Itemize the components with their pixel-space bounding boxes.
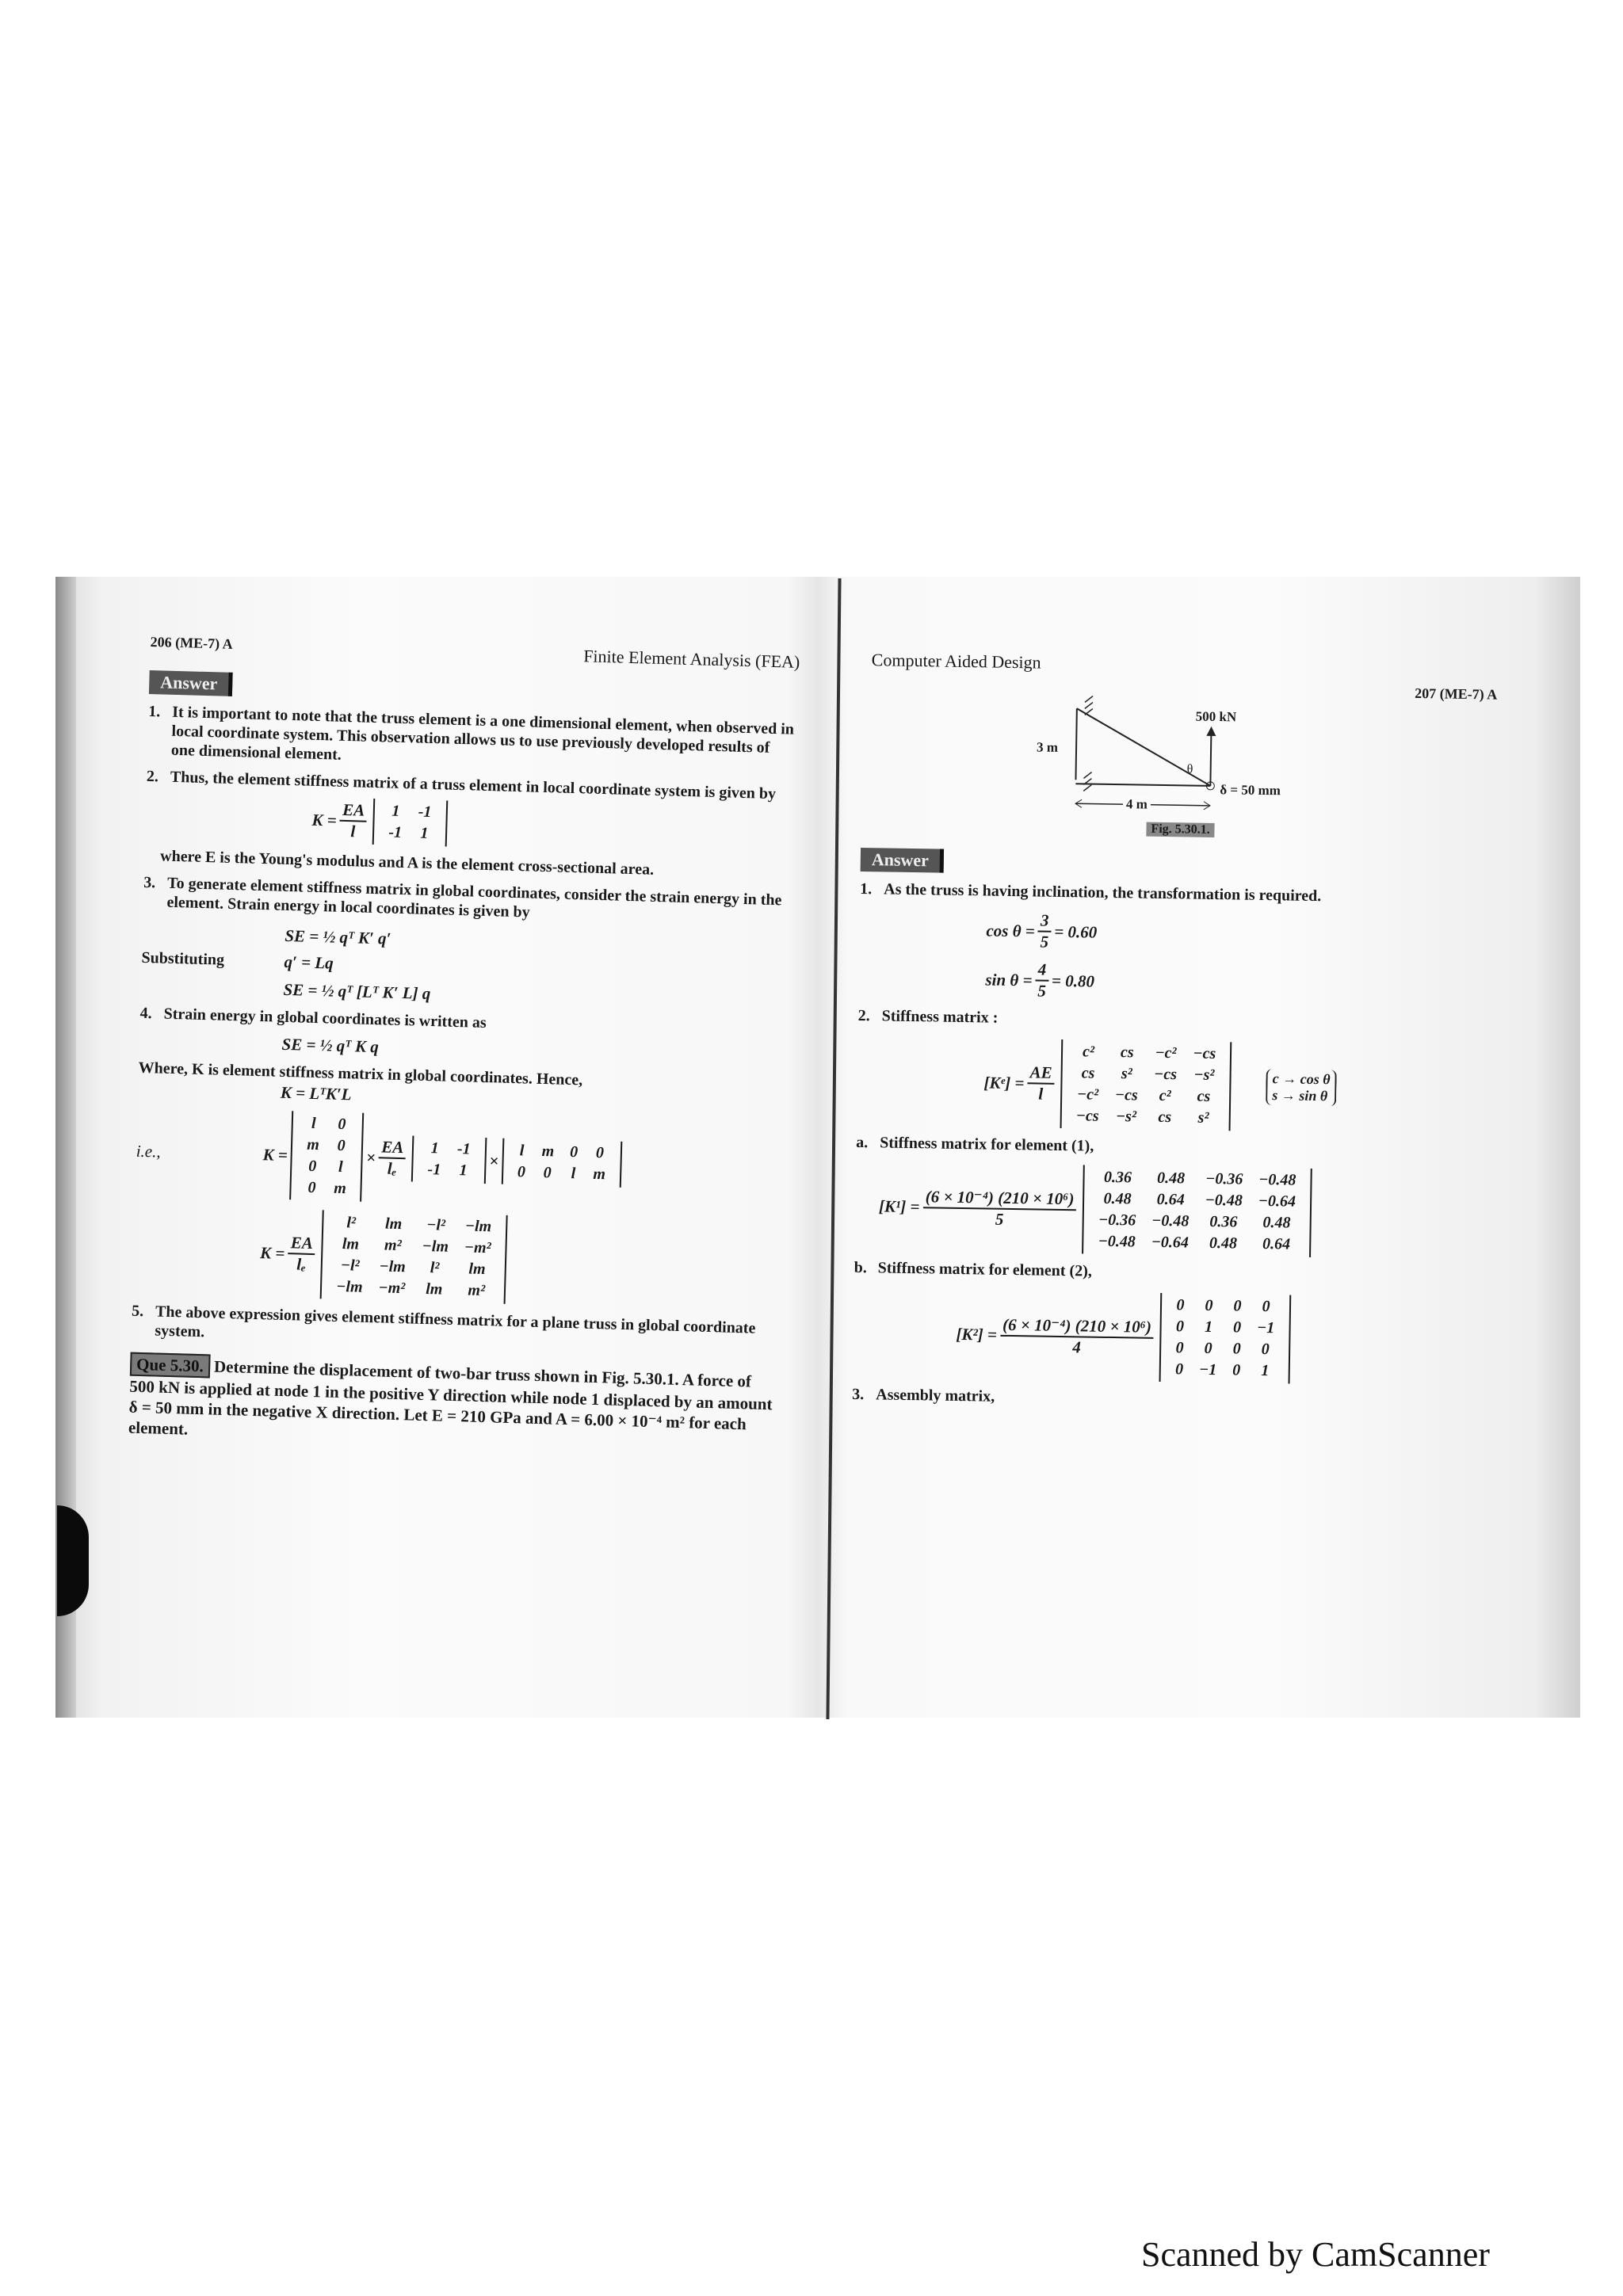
matrix-cell: 0 — [543, 1164, 552, 1182]
strain-energy-local: SE = ½ qᵀ K′ q′ — [285, 925, 391, 948]
k2-matrix — [1159, 1293, 1291, 1384]
matrix-cell: −c² — [1076, 1085, 1099, 1104]
matrix-cell: lm — [342, 1235, 360, 1253]
load-arrow-head — [1206, 727, 1216, 736]
matrix-cell: −m² — [378, 1279, 406, 1298]
matrix-cell: l² — [430, 1259, 440, 1277]
list-item: where E is the Young's modulus and A is the element cross-sectional area. — [159, 847, 655, 879]
matrix-cell: 1 — [1261, 1361, 1270, 1380]
matrix-cell: −lm — [336, 1277, 363, 1296]
matrix-cell: −cs — [1075, 1107, 1099, 1125]
matrix-cell: −s² — [1193, 1066, 1215, 1085]
matrix-cell: l — [338, 1158, 343, 1177]
matrix-cell: c² — [1082, 1043, 1095, 1061]
matrix-cell: s² — [1121, 1065, 1132, 1083]
matrix-cell: −m² — [464, 1238, 491, 1257]
matrix-cell: 0.48 — [1262, 1213, 1291, 1232]
matrix-cell: −1 — [1198, 1360, 1217, 1379]
cos-equation: cos θ = $\frac{3}{5}$ = 0.60 — [986, 910, 1098, 952]
matrix-cell: 0 — [1232, 1340, 1241, 1358]
matrix-cell: 0 — [1175, 1318, 1185, 1336]
ea-over-l: $\frac{EA}{l}$ — [339, 800, 367, 842]
left-page — [128, 634, 800, 1456]
matrix-cell: l — [311, 1114, 316, 1133]
matrix-cell: −0.48 — [1258, 1170, 1296, 1189]
matrix-cell: 0 — [1261, 1340, 1270, 1359]
substituting-row: Substituting q′ = Lq — [141, 948, 334, 973]
k-local-matrix-2 — [411, 1135, 487, 1184]
l-matrix — [501, 1138, 622, 1188]
support-bottom — [1083, 772, 1091, 791]
list-item: 1. It is important to note that the truss element is a one dimensional element, when observed in local coordinate system. This observation allows us to use previously developed results of one dimensional element. — [147, 702, 795, 764]
answer-label: Answer — [149, 670, 233, 696]
matrix-cell: 1 — [1204, 1318, 1213, 1337]
camscanner-watermark: Scanned by CamScanner — [1141, 2235, 1490, 2274]
matrix-cell: m² — [468, 1281, 486, 1300]
matrix-cell: 1 — [420, 824, 429, 842]
matrix-cell: 0.36 — [1209, 1212, 1238, 1231]
matrix-cell: l — [519, 1142, 525, 1160]
matrix-cell: cs — [1158, 1108, 1172, 1127]
matrix-cell: 0.64 — [1262, 1234, 1291, 1253]
matrix-cell: -1 — [427, 1161, 441, 1179]
matrix-cell: 0 — [595, 1143, 605, 1162]
matrix-cell: 0 — [307, 1178, 316, 1197]
matrix-cell: −lm — [379, 1257, 407, 1276]
matrix-cell: −0.64 — [1151, 1233, 1190, 1252]
k-global-equation: K = $\frac{EA}{\text{lₑ}}$ l² lm −l² −lm lm m² −lm −m² −l² −lm l² lm −lm −m² lm m² — [259, 1208, 785, 1311]
matrix-cell: 0.64 — [1156, 1190, 1185, 1209]
matrix-cell: 0 — [1232, 1361, 1241, 1379]
answer-label: Answer — [861, 848, 945, 873]
matrix-cell: lm — [425, 1280, 443, 1299]
matrix-cell: 0 — [1233, 1297, 1242, 1315]
matrix-cell: 0 — [308, 1157, 317, 1176]
matrix-cell: m — [541, 1142, 555, 1161]
matrix-cell: 0.36 — [1103, 1168, 1132, 1187]
matrix-cell: s² — [1197, 1108, 1209, 1127]
matrix-cell: −1 — [1256, 1318, 1275, 1337]
matrix-cell: l² — [346, 1214, 357, 1232]
matrix-cell: l — [571, 1165, 576, 1183]
matrix-cell: m — [307, 1135, 320, 1154]
load-arrow — [1210, 730, 1211, 786]
matrix-cell: −lm — [422, 1237, 449, 1256]
list-item: 4. Strain energy in global coordinates is written as — [139, 1004, 487, 1032]
list-item: a. Stiffness matrix for element (1), — [856, 1133, 1094, 1155]
matrix-cell: -1 — [418, 803, 432, 821]
list-item: 3. To generate element stiffness matrix in global coordinates, consider the strain energy in the element. Strain energy in local coordinates is given by — [143, 873, 782, 921]
matrix-cell: −0.36 — [1098, 1211, 1136, 1230]
matrix-cell: m² — [384, 1236, 402, 1255]
k1-matrix — [1082, 1165, 1312, 1257]
matrix-cell: −c² — [1155, 1043, 1177, 1062]
matrix-cell: 1 — [391, 802, 400, 820]
substitution-note: c → cos θ s → sin θ — [1266, 1069, 1337, 1106]
matrix-cell: 0 — [1205, 1296, 1213, 1315]
question-label: Que 5.30. — [130, 1352, 210, 1379]
matrix-cell: 0.48 — [1156, 1169, 1186, 1188]
list-item: 2. Thus, the element stiffness matrix of a truss element in local coordinate system is given by — [146, 767, 777, 803]
support-top — [1085, 696, 1093, 715]
k-local-matrix — [372, 799, 448, 847]
k2-equation: [K²] = $\frac{\text{(6 × 10⁻⁴) (210 × 10⁶)}}{4}$ 0 0 0 0 0 1 0 −1 0 0 0 0 0 −1 0 1 — [956, 1290, 1488, 1387]
matrix-cell: 0.48 — [1103, 1189, 1132, 1208]
matrix-cell: c² — [1159, 1086, 1171, 1105]
sin-equation: sin θ = $\frac{4}{5}$ = 0.80 — [985, 959, 1095, 1001]
matrix-cell: 0 — [569, 1143, 579, 1161]
matrix-cell: 0 — [1174, 1360, 1184, 1379]
ke-equation: [Kᵉ] = $\frac{AE}{l}$ c² cs −c² −cs cs s² −cs −s² −c² −cs c² cs −cs −s² cs s² c → cos θ s → sin θ — [983, 1038, 1492, 1135]
matrix-cell: −s² — [1115, 1108, 1137, 1126]
figure-caption: Fig. 5.30.1. — [1146, 822, 1214, 837]
matrix-cell: 0 — [1175, 1339, 1184, 1357]
matrix-cell: −0.48 — [1205, 1191, 1243, 1210]
ke-matrix — [1060, 1039, 1232, 1131]
right-page-title: Computer Aided Design — [871, 650, 1041, 673]
list-item: Where, K is element stiffness matrix in global coordinates. Hence, — [138, 1058, 583, 1089]
k-transform-equation: K = LᵀK′L — [280, 1082, 352, 1104]
matrix-cell: cs — [1197, 1087, 1211, 1105]
left-page-number: 206 (ME-7) A — [150, 634, 233, 652]
matrix-cell: −cs — [1114, 1086, 1138, 1104]
matrix-cell: −0.48 — [1151, 1211, 1190, 1230]
matrix-cell: 1 — [430, 1139, 439, 1158]
matrix-cell: 0 — [338, 1115, 346, 1134]
matrix-cell: 1 — [459, 1161, 468, 1180]
truss-figure: 3 m 500 kN θ 4 m δ = 50 mm Fig. 5.30.1. — [1003, 684, 1338, 848]
matrix-cell: 0 — [1262, 1297, 1270, 1316]
k-expanded-equation: i.e., K = l 0 m 0 0 l 0 m × $\frac{EA}{\text{lₑ}}$ 1 -1 -1 1 × l m 0 0 0 0 l m — [135, 1107, 787, 1214]
matrix-cell: lm — [468, 1260, 486, 1279]
k-global-matrix — [320, 1210, 508, 1303]
matrix-cell: -1 — [388, 823, 403, 841]
k-local-equation: K = $\frac{EA}{l}$ 1 -1 -1 1 — [311, 797, 796, 856]
list-item: 3. Assembly matrix, — [852, 1385, 995, 1405]
strain-energy-sub: SE = ½ qᵀ [Lᵀ K′ L] q — [283, 979, 431, 1004]
list-item: 1. As the truss is having inclination, the transformation is required. — [860, 879, 1322, 906]
matrix-cell: −0.48 — [1098, 1232, 1136, 1251]
matrix-cell: m — [593, 1165, 606, 1184]
matrix-cell: 0 — [337, 1136, 346, 1155]
height-dim-line — [1075, 708, 1076, 780]
matrix-cell: 0 — [1176, 1296, 1185, 1314]
matrix-cell: −lm — [464, 1217, 492, 1236]
matrix-cell: m — [334, 1179, 347, 1198]
right-page — [852, 650, 1498, 1413]
strain-energy-global: SE = ½ qᵀ K q — [281, 1034, 380, 1057]
k1-equation: [K¹] = $\frac{\text{(6 × 10⁻⁴) (210 × 10⁶)}}{5}$ 0.36 0.48 −0.36 −0.48 0.48 0.64 −0.48 −0.64 −0.36 −0.48 0.36 0.48 −0.48 −0.64 0.48 0.64 — [878, 1161, 1490, 1260]
matrix-cell: -1 — [456, 1140, 471, 1158]
matrix-cell: 0 — [1204, 1339, 1212, 1358]
matrix-cell: −cs — [1154, 1065, 1178, 1084]
matrix-cell: 0 — [517, 1163, 526, 1181]
left-page-title: Finite Element Analysis (FEA) — [582, 646, 800, 672]
matrix-cell: lm — [384, 1215, 403, 1234]
question-text: Determine the displacement of two-bar truss shown in Fig. 5.30.1. A force of 500 kN is applied at node 1 in the positive Y direction while node 1 displaced by an amount δ = 50 mm in the negative X direction. Let E = 210 GPa and A = 6.00 × 10⁻⁴ m² for each element. — [128, 1356, 773, 1439]
list-item: 5. The above expression gives element stiffness matrix for a plane truss in global coordinate system. — [131, 1302, 756, 1341]
matrix-cell: −0.64 — [1258, 1192, 1296, 1211]
scan-blot — [57, 1505, 89, 1616]
matrix-cell: cs — [1120, 1043, 1134, 1062]
matrix-cell: cs — [1081, 1064, 1095, 1082]
matrix-cell: 0.48 — [1209, 1234, 1238, 1253]
matrix-cell: −l² — [426, 1216, 446, 1234]
element-2 — [1075, 784, 1210, 786]
right-page-number: 207 (ME-7) A — [1415, 685, 1498, 703]
matrix-cell: −0.36 — [1205, 1169, 1243, 1188]
matrix-cell: −l² — [340, 1257, 360, 1275]
lt-matrix — [289, 1111, 364, 1202]
matrix-cell: 0 — [1232, 1318, 1242, 1337]
question-block — [128, 1352, 781, 1456]
list-item: 2. Stiffness matrix : — [857, 1006, 999, 1027]
matrix-cell: −cs — [1193, 1044, 1216, 1063]
list-item: b. Stiffness matrix for element (2), — [854, 1258, 1092, 1280]
